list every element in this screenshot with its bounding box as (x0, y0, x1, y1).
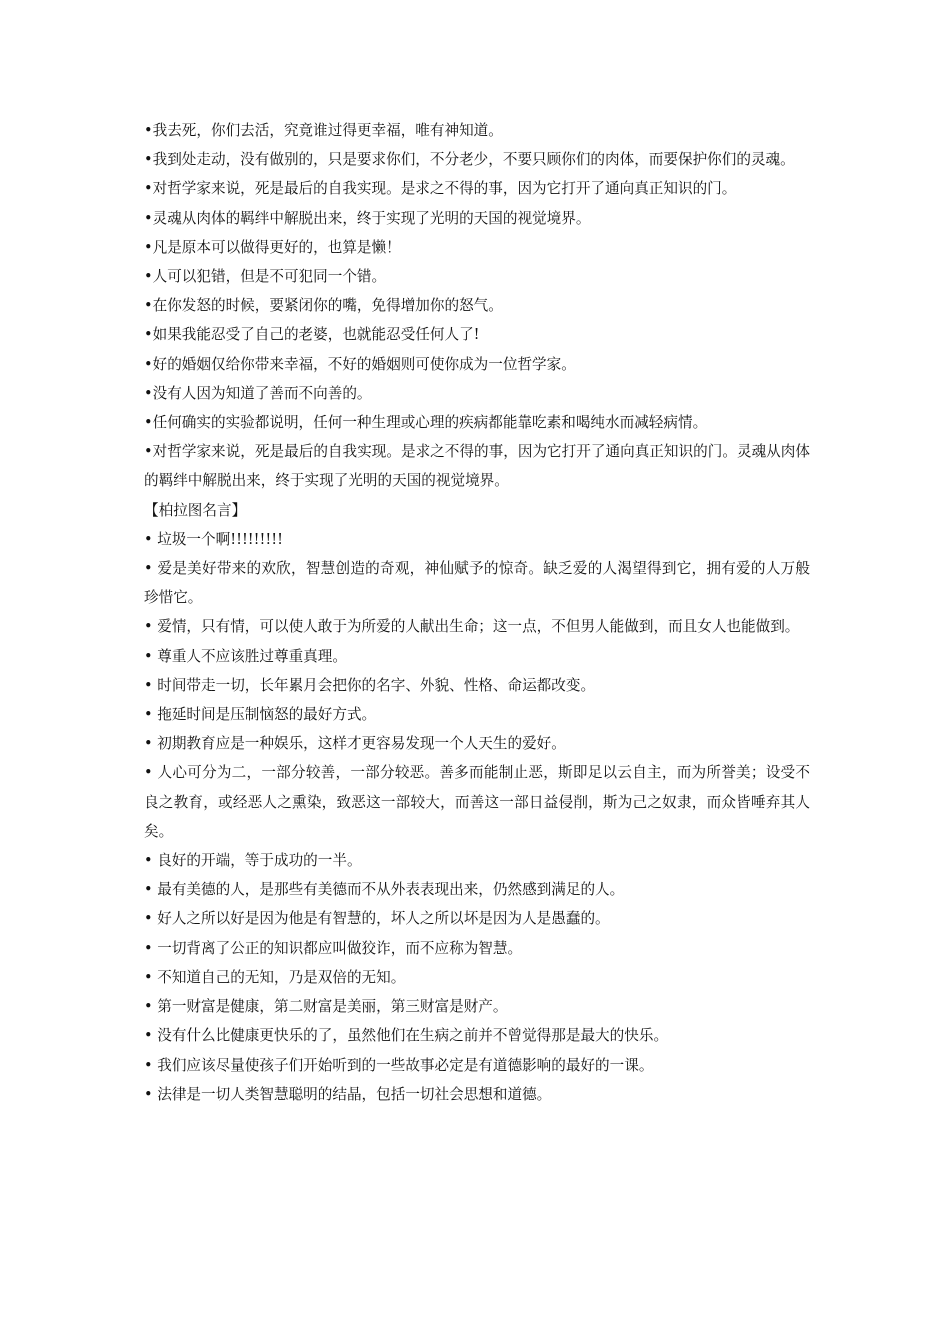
quote-item: •对哲学家来说，死是最后的自我实现。是求之不得的事，因为它打开了通向真正知识的门。灵魂从肉体的羁绊中解脱出来，终于实现了光明的天国的视觉境界。 (144, 443, 810, 490)
quote-item: • 初期教育应是一种娱乐，这样才更容易发现一个人天生的爱好。 (144, 735, 566, 753)
quote-item: • 没有什么比健康更快乐的了，虽然他们在生病之前并不曾觉得那是最大的快乐。 (144, 1027, 669, 1045)
quote-item: • 爱是美好带来的欢欣，智慧创造的奇观，神仙赋予的惊奇。缺乏爱的人渴望得到它，拥有爱的人万般珍惜它。 (144, 560, 810, 607)
quote-item: • 良好的开端，等于成功的一半。 (144, 852, 362, 870)
quote-item: • 垃圾一个啊!!!!!!!!! (144, 530, 283, 548)
quote-item: •如果我能忍受了自己的老婆，也就能忍受任何人了! (144, 326, 480, 344)
quote-item: • 不知道自己的无知，乃是双倍的无知。 (144, 968, 406, 986)
section-heading-plato-quotes: 【柏拉图名言】 (144, 501, 247, 519)
quote-item: •任何确实的实验都说明，任何一种生理或心理的疾病都能靠吃素和喝纯水而减轻病情。 (144, 414, 708, 432)
document-page (144, 116, 810, 1109)
quote-item: •我去死，你们去活，究竟谁过得更幸福，唯有神知道。 (144, 122, 503, 139)
quote-item: • 爱情，只有情，可以使人敢于为所爱的人献出生命；这一点，不但男人能做到，而且女人也能做到。 (144, 618, 800, 636)
quote-item: •我到处走动，没有做别的，只是要求你们，不分老少，不要只顾你们的肉体，而要保护你们的灵魂。 (144, 151, 795, 169)
quote-item: • 一切背离了公正的知识都应叫做狡诈，而不应称为智慧。 (144, 939, 523, 957)
quote-list-socrates (144, 116, 810, 496)
quote-item: •灵魂从肉体的羁绊中解脱出来，终于实现了光明的天国的视觉境界。 (144, 209, 591, 227)
quote-item: • 时间带走一切，长年累月会把你的名字、外貌、性格、命运都改变。 (144, 676, 596, 694)
quote-item: • 好人之所以好是因为他是有智慧的，坏人之所以坏是因为人是愚蠢的。 (144, 910, 610, 928)
quote-item: •凡是原本可以做得更好的，也算是懒！ (144, 238, 401, 256)
quote-item: • 尊重人不应该胜过尊重真理。 (144, 647, 347, 665)
quote-item: • 第一财富是健康，第二财富是美丽，第三财富是财产。 (144, 998, 508, 1016)
quote-item: •对哲学家来说，死是最后的自我实现。是求之不得的事，因为它打开了通向真正知识的门。 (144, 180, 737, 198)
quote-list-plato (144, 525, 810, 1109)
quote-item: • 法律是一切人类智慧聪明的结晶，包括一切社会思想和道德。 (144, 1085, 552, 1103)
quote-item: • 我们应该尽量使孩子们开始听到的一些故事必定是有道德影响的最好的一课。 (144, 1056, 654, 1074)
quote-item: • 最有美德的人，是那些有美德而不从外表表现出来，仍然感到满足的人。 (144, 881, 625, 899)
quote-item: • 人心可分为二，一部分较善，一部分较恶。善多而能制止恶，斯即足以云自主，而为所誉美；设受不良之教育，或经恶人之熏染，致恶这一部较大，而善这一部日益侵削，斯为己之奴隶，而众皆唾弃其人矣。 (144, 764, 810, 840)
quote-item: • 拖延时间是压制恼怒的最好方式。 (144, 706, 377, 724)
quote-item: •在你发怒的时候，要紧闭你的嘴，免得增加你的怒气。 (144, 297, 503, 315)
quote-item: •没有人因为知道了善而不向善的。 (144, 384, 372, 402)
quote-item: •人可以犯错，但是不可犯同一个错。 (144, 268, 387, 286)
quote-item: •好的婚姻仅给你带来幸福，不好的婚姻则可使你成为一位哲学家。 (144, 355, 576, 373)
